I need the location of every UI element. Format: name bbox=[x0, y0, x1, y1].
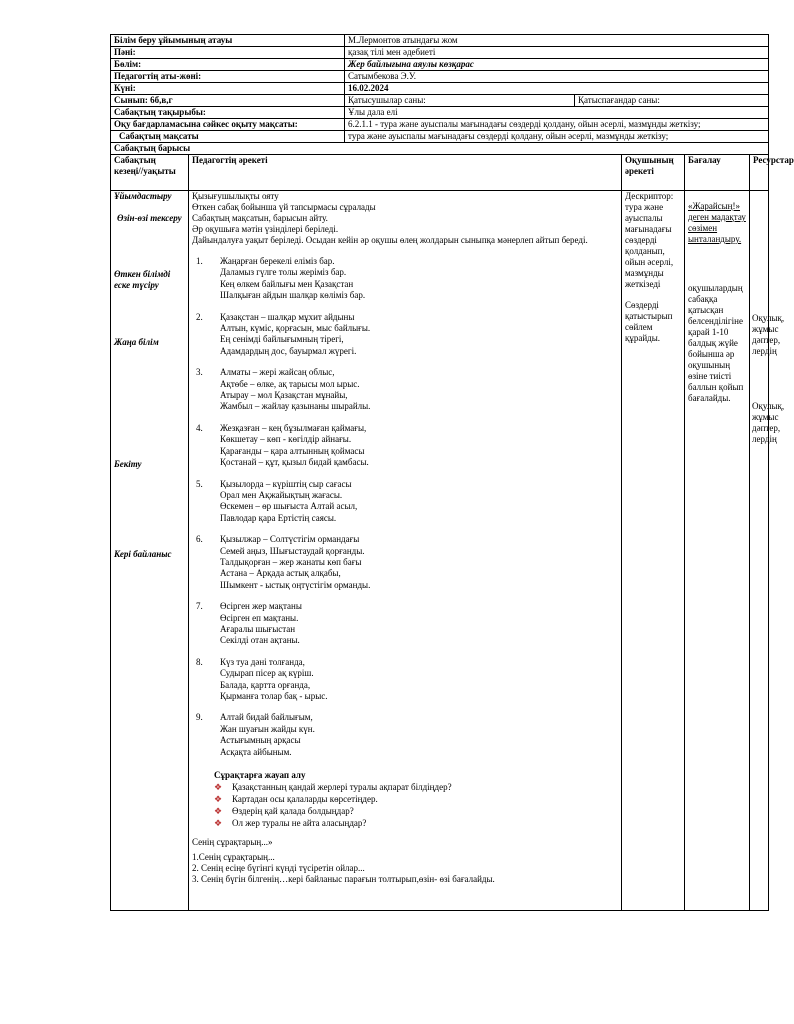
poem-number: 4. bbox=[196, 422, 203, 433]
poem-line: Асқақта айбыным. bbox=[220, 746, 292, 757]
question-text: Картадан осы қалаларды көрсетіңдер. bbox=[232, 794, 378, 805]
feedback-line: 1.Сенің сұрақтарың... bbox=[192, 852, 275, 863]
header-row-date bbox=[111, 83, 769, 95]
poem-line: Өсірген жер мақтаны bbox=[220, 601, 302, 612]
col-stage: Сабақтың кезеңі//уақыты bbox=[111, 155, 189, 191]
value-section: Жер байлығына аяулы көзқарас bbox=[345, 59, 769, 71]
progress-table bbox=[110, 154, 794, 911]
poem-list bbox=[192, 256, 618, 758]
questions-title: Сұрақтарға жауап алу bbox=[214, 770, 306, 781]
label-section: Бөлім: bbox=[111, 59, 345, 71]
poem-number: 3. bbox=[196, 367, 203, 378]
poem-item bbox=[192, 657, 618, 703]
value-subject: қазақ тілі мен әдебиеті bbox=[345, 47, 769, 59]
poem-line: Секілді отан ақтаны. bbox=[220, 635, 300, 646]
label-date: Күні: bbox=[111, 83, 345, 95]
poem-lines bbox=[220, 423, 369, 469]
poem-item bbox=[192, 479, 618, 525]
bullet-icon: ❖ bbox=[214, 782, 223, 793]
poem-lines bbox=[220, 712, 315, 758]
student-descriptor: Дескриптор: bbox=[625, 191, 674, 201]
poem-line: Астығымның арқасы bbox=[220, 735, 301, 746]
poem-line: Балада, қартта орғанда, bbox=[220, 679, 311, 690]
poem-item bbox=[192, 256, 618, 302]
label-aim: Сабақтың мақсаты bbox=[111, 131, 345, 143]
stage-consolidate: Бекіту bbox=[114, 459, 142, 469]
label-objective: Оқу бағдарламасына сәйкес оқыту мақсаты: bbox=[111, 119, 345, 131]
header-table bbox=[110, 34, 769, 155]
question-text: Қазақстанның қандай жерлері туралы ақпарат білдіңдер? bbox=[232, 782, 452, 793]
stage-organize: Ұйымдастыру bbox=[114, 191, 172, 201]
poem-lines bbox=[220, 534, 370, 591]
student-descriptor-body: тура және ауыспалы мағынадағы сөздерді қолданып, ойын әсерлі, мазмұнды жеткізеді bbox=[625, 202, 674, 289]
poem-line: Даламыз гүлге толы жеріміз бар. bbox=[220, 267, 347, 278]
feedback-line: Сенің сұрақтарың...» bbox=[192, 837, 273, 848]
poem-line: Ең сенімді байлығымның тірегі, bbox=[220, 334, 344, 345]
stage-self-check: Өзін-өзі тексеру bbox=[117, 213, 182, 223]
lesson-plan bbox=[110, 34, 794, 911]
absent-label: Қатыспағандар саны: bbox=[575, 95, 769, 107]
header-row-school bbox=[111, 35, 769, 47]
feedback-line: 2. Сенің есіңе бүгінгі күнді түсіретін ойлар... bbox=[192, 863, 365, 874]
poem-number: 9. bbox=[196, 712, 203, 723]
poem-number: 6. bbox=[196, 534, 203, 545]
poem-item bbox=[192, 534, 618, 591]
poem-lines bbox=[220, 312, 370, 358]
poem-line: Өскемен – өр шығыста Алтай асыл, bbox=[220, 501, 358, 512]
header-row-class bbox=[111, 95, 769, 107]
poem-line: Павлодар қара Ертістің саясы. bbox=[220, 512, 337, 523]
feedback-list bbox=[192, 837, 618, 885]
progress-body-row bbox=[111, 191, 769, 911]
poem-lines bbox=[220, 367, 370, 413]
label-topic: Сабақтың тақырыбы: bbox=[111, 107, 345, 119]
value-aim: тура және ауыспалы мағынадағы сөздерді қолдану, ойын әсерлі, мазмұнды жеткізу; bbox=[345, 131, 769, 143]
header-row-topic bbox=[111, 107, 769, 119]
poem-line: Шалқыған айдын шалқар көліміз бар. bbox=[220, 290, 366, 301]
intro-line: Қызығушылықты ояту bbox=[192, 191, 279, 201]
question-item bbox=[214, 793, 618, 805]
poem-lines bbox=[220, 601, 302, 647]
assessment-method: «Жарайсың!» деген мадақтау сөзімен ынталандыру. bbox=[688, 201, 746, 244]
poem-line: Кең өлкем байлығы мен Қазақстан bbox=[220, 278, 354, 289]
poem-line: Жезқазған – кең бұзылмаған қаймағы, bbox=[220, 422, 367, 433]
poem-number: 1. bbox=[196, 256, 203, 266]
poem-line: Көкшетау – көп - көгілдір айнағы. bbox=[220, 434, 352, 445]
poem-line: Орал мен Ақжайықтың жағасы. bbox=[220, 489, 343, 500]
progress-header-row bbox=[111, 155, 769, 191]
bullet-icon: ❖ bbox=[214, 818, 223, 829]
poem-number: 7. bbox=[196, 601, 203, 612]
poem-item bbox=[192, 601, 618, 647]
poem-line: Ақтөбе – өлке, ақ тарысы мол ырыс. bbox=[220, 378, 360, 389]
poem-number: 5. bbox=[196, 478, 203, 489]
header-row-teacher bbox=[111, 71, 769, 83]
student-cell bbox=[622, 191, 685, 911]
poem-item bbox=[192, 367, 618, 413]
poem-item bbox=[192, 423, 618, 469]
label-school: Білім беру ұйымының атауы bbox=[111, 35, 345, 47]
poem-number: 2. bbox=[196, 311, 203, 322]
poem-line: Жаңарған берекелі еліміз бар. bbox=[220, 256, 335, 266]
poem-line: Ағаралы шығыстан bbox=[220, 623, 296, 634]
question-list bbox=[192, 781, 618, 829]
poem-line: Судырап пісер ақ күріш. bbox=[220, 668, 314, 679]
poem-number: 8. bbox=[196, 656, 203, 667]
assessment-cell bbox=[685, 191, 750, 911]
header-row-subject bbox=[111, 47, 769, 59]
poem-line: Алматы – жері жайсаң облыс, bbox=[220, 367, 335, 378]
poem-line: Қызылжар – Солтүстігім ормандағы bbox=[220, 534, 360, 545]
poem-line: Алтай бидай байлығым, bbox=[220, 712, 313, 723]
question-item bbox=[214, 817, 618, 829]
stage-feedback: Кері байланыс bbox=[114, 549, 172, 559]
poem-line: Астана – Арқада астық алқабы, bbox=[220, 568, 341, 579]
value-topic: Ұлы дала елі bbox=[345, 107, 769, 119]
resources-a: Оқулық, жұмыс дәптер, лердің bbox=[752, 313, 785, 356]
poem-line: Жан шуағын жайды күн. bbox=[220, 723, 315, 734]
resources-cell bbox=[750, 191, 785, 911]
teacher-intro bbox=[192, 191, 618, 246]
poem-line: Қырманға толар бақ - ырыс. bbox=[220, 691, 328, 701]
col-student: Оқушының әрекеті bbox=[622, 155, 685, 191]
poem-line: Адамдардың дос, бауырмал жүрегі. bbox=[220, 345, 357, 356]
intro-line: Сабақтың мақсатын, барысын айту. bbox=[192, 213, 328, 223]
poem-line: Жамбыл – жайлау қазынаны шырайлы. bbox=[220, 401, 371, 412]
intro-line: Өткен сабақ бойынша үй тапсырмасы сұралады bbox=[192, 202, 376, 212]
question-text: Ол жер туралы не айта аласыңдар? bbox=[232, 818, 367, 829]
question-item bbox=[214, 805, 618, 817]
stage-cell bbox=[111, 191, 189, 911]
progress-title: Сабақтың барысы bbox=[111, 143, 769, 155]
poem-line: Алтын, күміс, қорғасын, мыс байлығы. bbox=[220, 323, 371, 334]
value-teacher: Сатымбекова Э.У. bbox=[345, 71, 769, 83]
col-assessment: Бағалау bbox=[685, 155, 750, 191]
stage-recall: Өткен білімді еске түсіру bbox=[114, 269, 171, 290]
poem-line: Талдықорған – жер жанаты көп бағы bbox=[220, 556, 362, 567]
poem-line: Қарағанды – қара алтынның қоймасы bbox=[220, 445, 365, 456]
label-subject: Пәні: bbox=[111, 47, 345, 59]
intro-line: Әр оқушыға мәтін үзінділері беріледі. bbox=[192, 224, 339, 234]
poem-item bbox=[192, 712, 618, 758]
poem-lines bbox=[220, 479, 357, 525]
value-school: М.Лермонтов атындағы жом bbox=[345, 35, 769, 47]
poem-line: Атырау – мол Қазақстан мұнайы, bbox=[220, 390, 348, 401]
col-teacher: Педагогтің әрекеті bbox=[189, 155, 622, 191]
header-row-progress bbox=[111, 143, 769, 155]
bullet-icon: ❖ bbox=[214, 806, 223, 817]
poem-line: Қазақстан – шалқар мұхит айдыны bbox=[220, 311, 355, 322]
poem-line: Қостанай – құт, қызыл бидай қамбасы. bbox=[220, 457, 369, 468]
header-row-objective bbox=[111, 119, 769, 131]
feedback-line: 3. Сенің бүгін білгенің…кері байланыс парағын толтырып,өзін- өзі бағалайды. bbox=[192, 874, 495, 885]
bullet-icon: ❖ bbox=[214, 794, 223, 805]
question-text: Өздерің қай қалада болдыңдар? bbox=[232, 806, 354, 817]
header-row-section bbox=[111, 59, 769, 71]
teacher-cell bbox=[189, 191, 622, 911]
poem-line: Қызылорда – күріштің сыр сағасы bbox=[220, 478, 352, 489]
assessment-text: оқушылардың сабаққа қатысқан белсенділігіне қарай 1-10 балдық жүйе бойынша әр оқушының өзіне тиісті баллын қойып бағалайды. bbox=[688, 283, 744, 403]
participants-label: Қатысушылар саны: bbox=[345, 95, 575, 107]
header-row-aim bbox=[111, 131, 769, 143]
label-teacher: Педагогтің аты-жөні: bbox=[111, 71, 345, 83]
poem-lines bbox=[220, 256, 365, 302]
question-item bbox=[214, 781, 618, 793]
value-date: 16.02.2024 bbox=[345, 83, 769, 95]
poem-line: Күз туа дәні толғанда, bbox=[220, 656, 305, 667]
poem-lines bbox=[220, 657, 328, 703]
label-class: Сынып: 6б,в,г bbox=[111, 95, 345, 107]
poem-line: Шымкент - ыстық оңтүстігім орманды. bbox=[220, 579, 371, 590]
intro-line: Дайындалуға уақыт беріледі. Осыдан кейін әр оқушы өлең жолдарын сыныпқа мәнерлеп айтып береді. bbox=[192, 235, 588, 245]
poem-item bbox=[192, 312, 618, 358]
student-task: Сөздерді қатыстырып сөйлем құрайды. bbox=[625, 300, 673, 343]
poem-line: Өсірген еп мақтаны. bbox=[220, 612, 299, 623]
stage-new: Жаңа білім bbox=[114, 337, 159, 347]
resources-b: Оқулық, жұмыс дәптер, лердің bbox=[752, 401, 785, 444]
value-objective: 6.2.1.1 - тура және ауыспалы мағынадағы сөздерді қолдану, ойын әсерлі, мазмұнды жеткізу; bbox=[345, 119, 769, 131]
col-resources: Ресурстар bbox=[750, 155, 769, 191]
poem-line: Семей аңыз, Шығыстаудай қорғанды. bbox=[220, 545, 365, 556]
